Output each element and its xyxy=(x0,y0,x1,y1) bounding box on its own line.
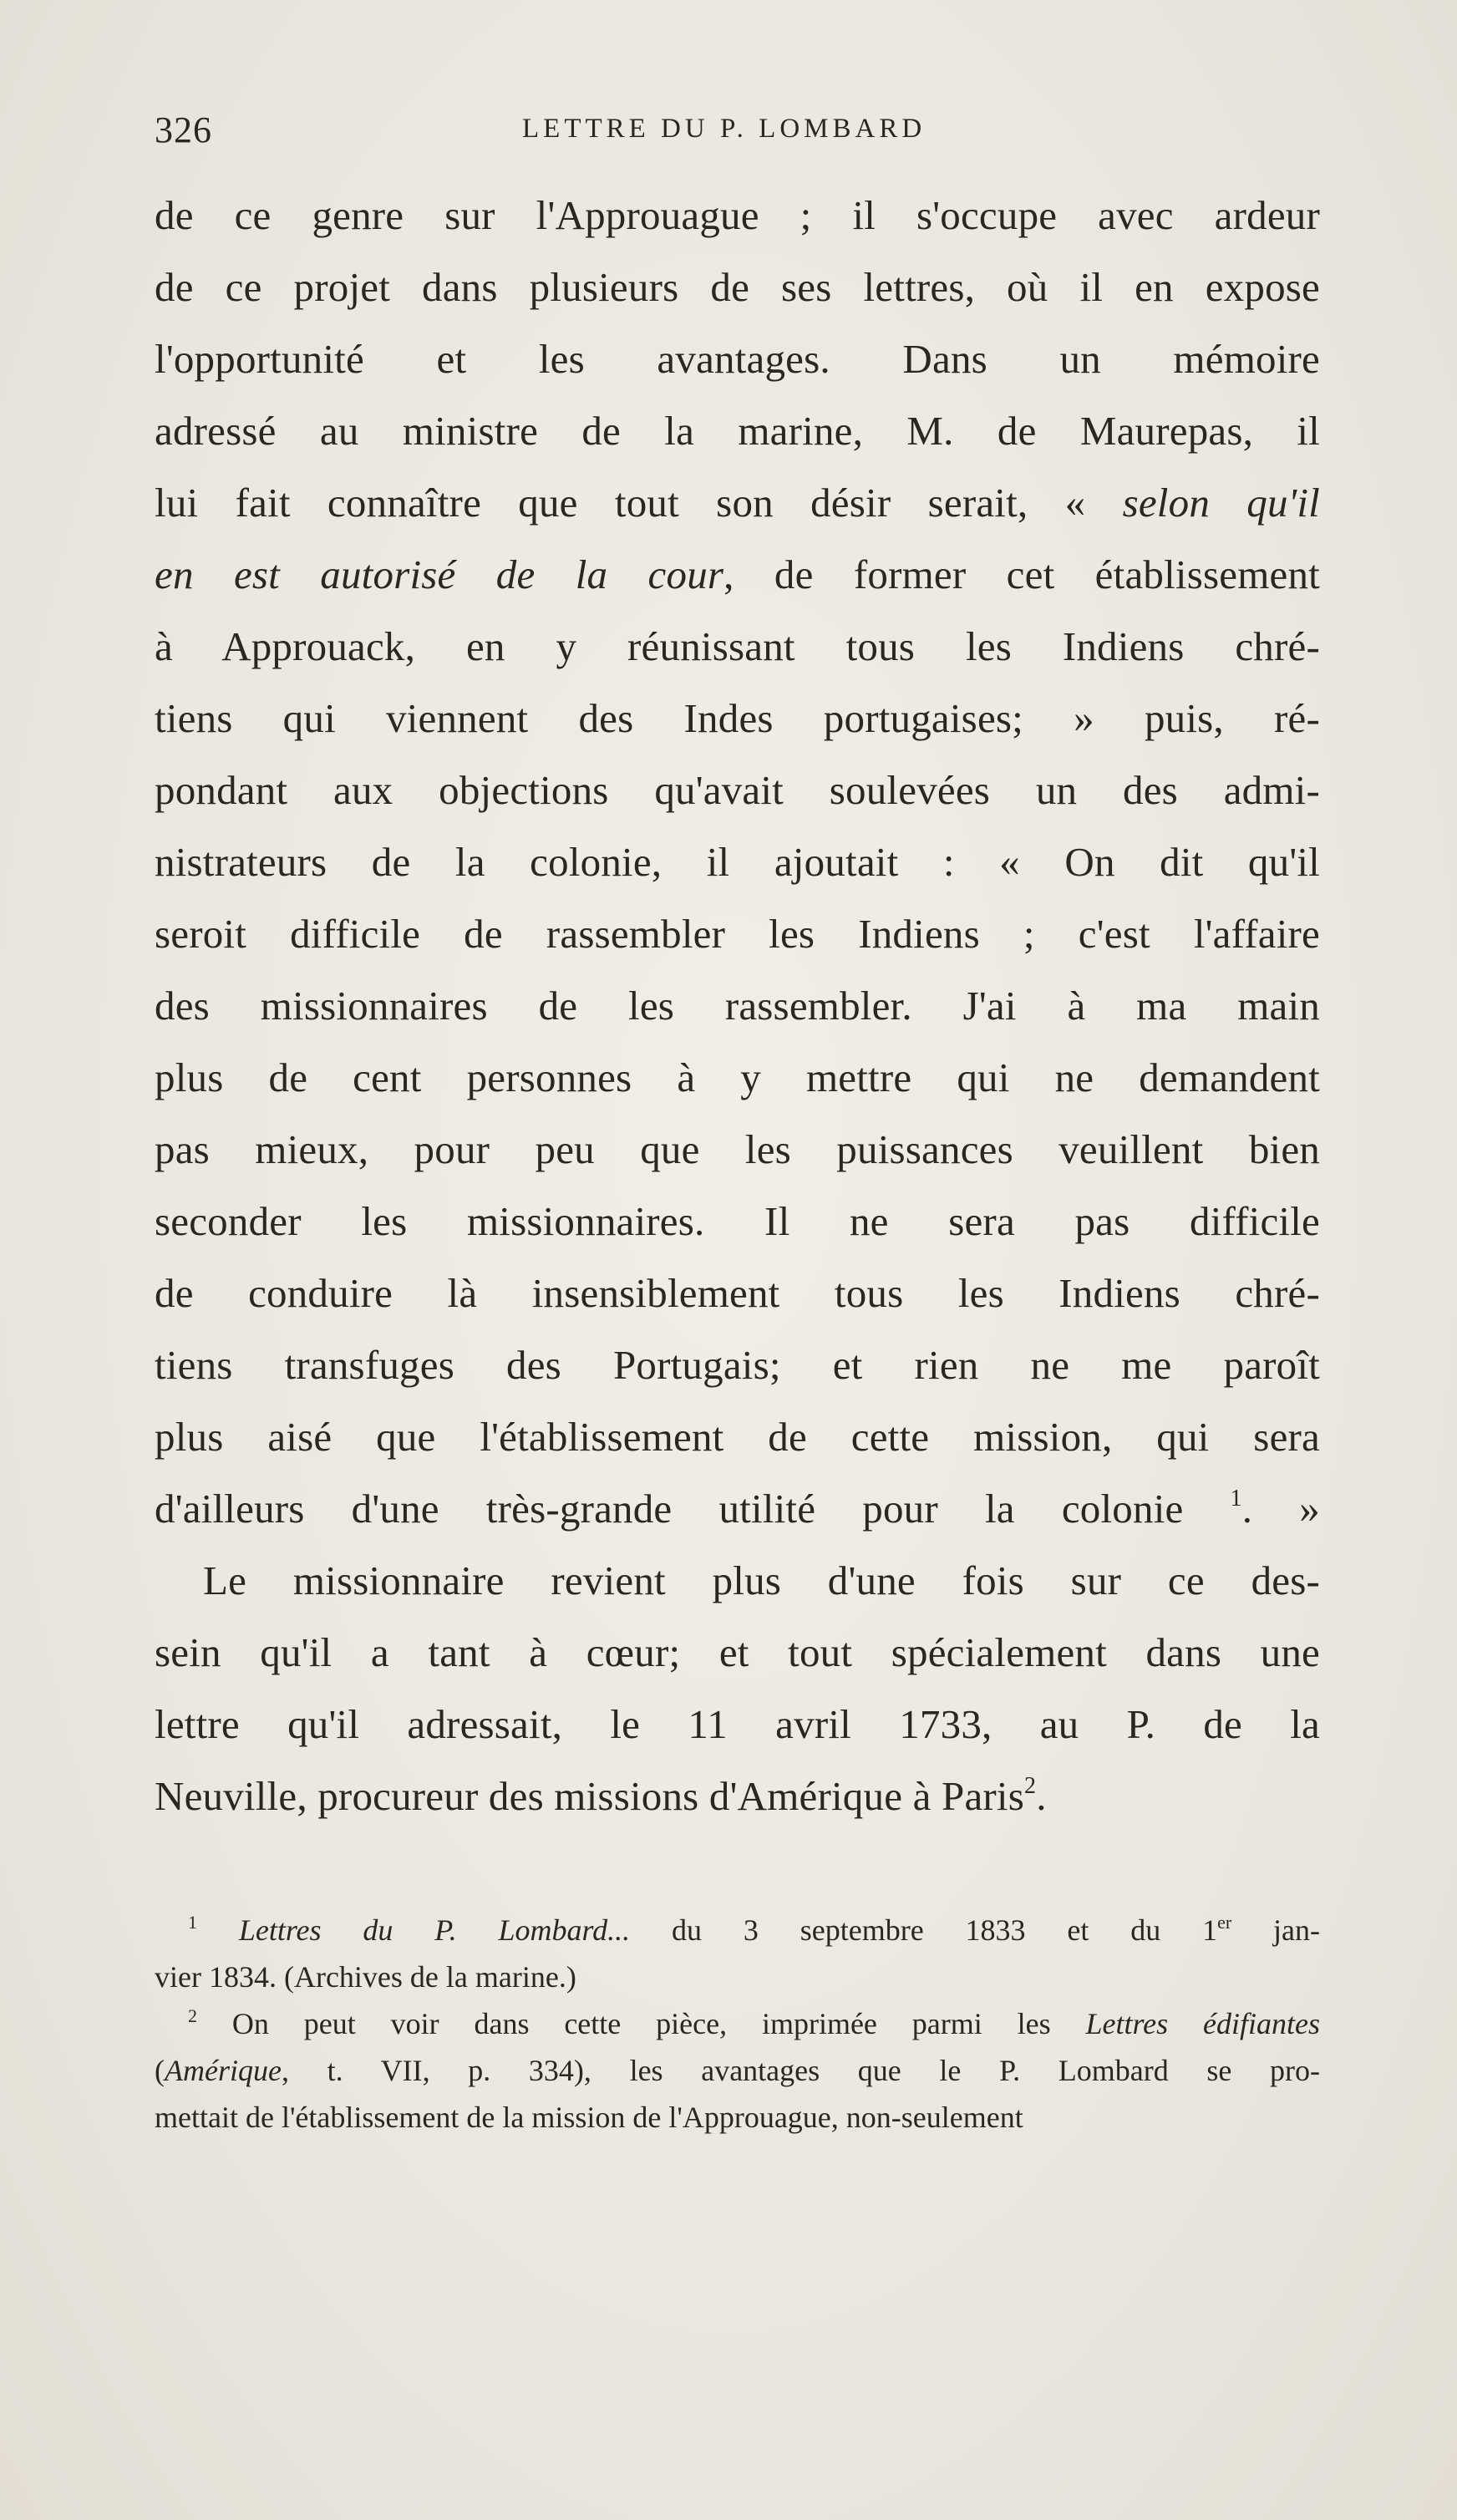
footnote-1-line: vier 1834. (Archives de la marine.) xyxy=(155,1960,576,1994)
footnote-1-line xyxy=(155,1907,1320,1954)
text-line: de ce projet dans plusieurs de ses lettres, où il en expose xyxy=(155,264,1320,310)
footnote-2-line xyxy=(155,2047,1320,2094)
page-number: 326 xyxy=(155,109,212,150)
quoted-italic: en est autorisé de la cour xyxy=(155,551,724,597)
text-line: pondant aux objections qu'avait soulevées un des admi- xyxy=(155,767,1320,813)
text-line: nistrateurs de la colonie, il ajoutait : « On dit qu'il xyxy=(155,839,1320,885)
footnote-ref-1[interactable]: 1 xyxy=(1230,1486,1242,1511)
text-line: seroit difficile de rassembler les Indiens ; c'est l'affaire xyxy=(155,911,1320,957)
text-line: des missionnaires de les rassembler. J'ai à ma main xyxy=(155,983,1320,1029)
text-line: Le missionnaire revient plus d'une fois sur ce des- xyxy=(203,1557,1320,1603)
text-span: d'ailleurs d'une très-grande utilité pour la colonie xyxy=(155,1486,1184,1532)
text-span: , de former cet établissement xyxy=(723,551,1320,597)
text-line: à Approuack, en y réunissant tous les Indiens chré- xyxy=(155,623,1320,669)
text-line: seconder les missionnaires. Il ne sera pas difficile xyxy=(155,1198,1320,1244)
text-line: sein qu'il a tant à cœur; et tout spécialement dans une xyxy=(155,1629,1320,1675)
text-span: , t. VII, p. 334), les avantages que le P. Lombard se pro- xyxy=(281,2054,1320,2087)
text-span: On peut voir dans cette pièce, imprimée parmi les xyxy=(231,2007,1051,2040)
text-span: jan- xyxy=(1273,1913,1321,1947)
text-span: du 3 septembre 1833 et du 1 xyxy=(672,1913,1218,1947)
text-line: tiens qui viennent des Indes portugaises; » puis, ré- xyxy=(155,695,1320,741)
footnote-2-line: mettait de l'établissement de la mission de l'Approuague, non-seulement xyxy=(155,2101,1023,2134)
text-line: de ce genre sur l'Approuague ; il s'occupe avec ardeur xyxy=(155,192,1320,238)
quoted-italic: selon qu'il xyxy=(1122,480,1320,526)
text-span: Neuville, procureur des missions d'Amérique à Paris xyxy=(155,1773,1024,1819)
footnote-marker: 1 xyxy=(188,1912,197,1933)
body-text xyxy=(155,180,1320,1832)
text-line: adressé au ministre de la marine, M. de Maurepas, il xyxy=(155,408,1320,454)
text-line: plus aisé que l'établissement de cette mission, qui sera xyxy=(155,1414,1320,1460)
footnote-marker: 2 xyxy=(188,2005,197,2026)
text-span: ( xyxy=(155,2054,165,2087)
running-title: LETTRE DU P. LOMBARD xyxy=(522,114,926,144)
ordinal-suffix: er xyxy=(1217,1912,1232,1933)
text-line: tiens transfuges des Portugais; et rien ne me paroît xyxy=(155,1342,1320,1388)
text-line xyxy=(155,467,1320,539)
footnote-italic: Lettres du P. Lombard... xyxy=(238,1913,631,1947)
text-line xyxy=(155,1473,1320,1545)
text-line: lettre qu'il adressait, le 11 avril 1733, au P. de la xyxy=(155,1701,1320,1747)
text-line: pas mieux, pour peu que les puissances veuillent bien xyxy=(155,1126,1320,1172)
footnote-2-line xyxy=(155,2000,1320,2047)
text-span: lui fait connaître que tout son désir serait, « xyxy=(155,480,1086,526)
text-line xyxy=(155,1760,1320,1832)
footnotes xyxy=(155,1907,1320,2141)
text-span: . » xyxy=(1241,1486,1320,1532)
text-span: . xyxy=(1036,1773,1047,1819)
footnote-ref-2[interactable]: 2 xyxy=(1024,1773,1037,1799)
text-line xyxy=(155,539,1320,611)
page-header xyxy=(155,109,1324,159)
text-line: plus de cent personnes à y mettre qui ne demandent xyxy=(155,1054,1320,1100)
footnote-italic: Amérique xyxy=(165,2054,282,2087)
text-line: l'opportunité et les avantages. Dans un mémoire xyxy=(155,336,1320,382)
text-line: de conduire là insensiblement tous les Indiens chré- xyxy=(155,1270,1320,1316)
footnote-italic: Lettres édifiantes xyxy=(1085,2007,1321,2040)
